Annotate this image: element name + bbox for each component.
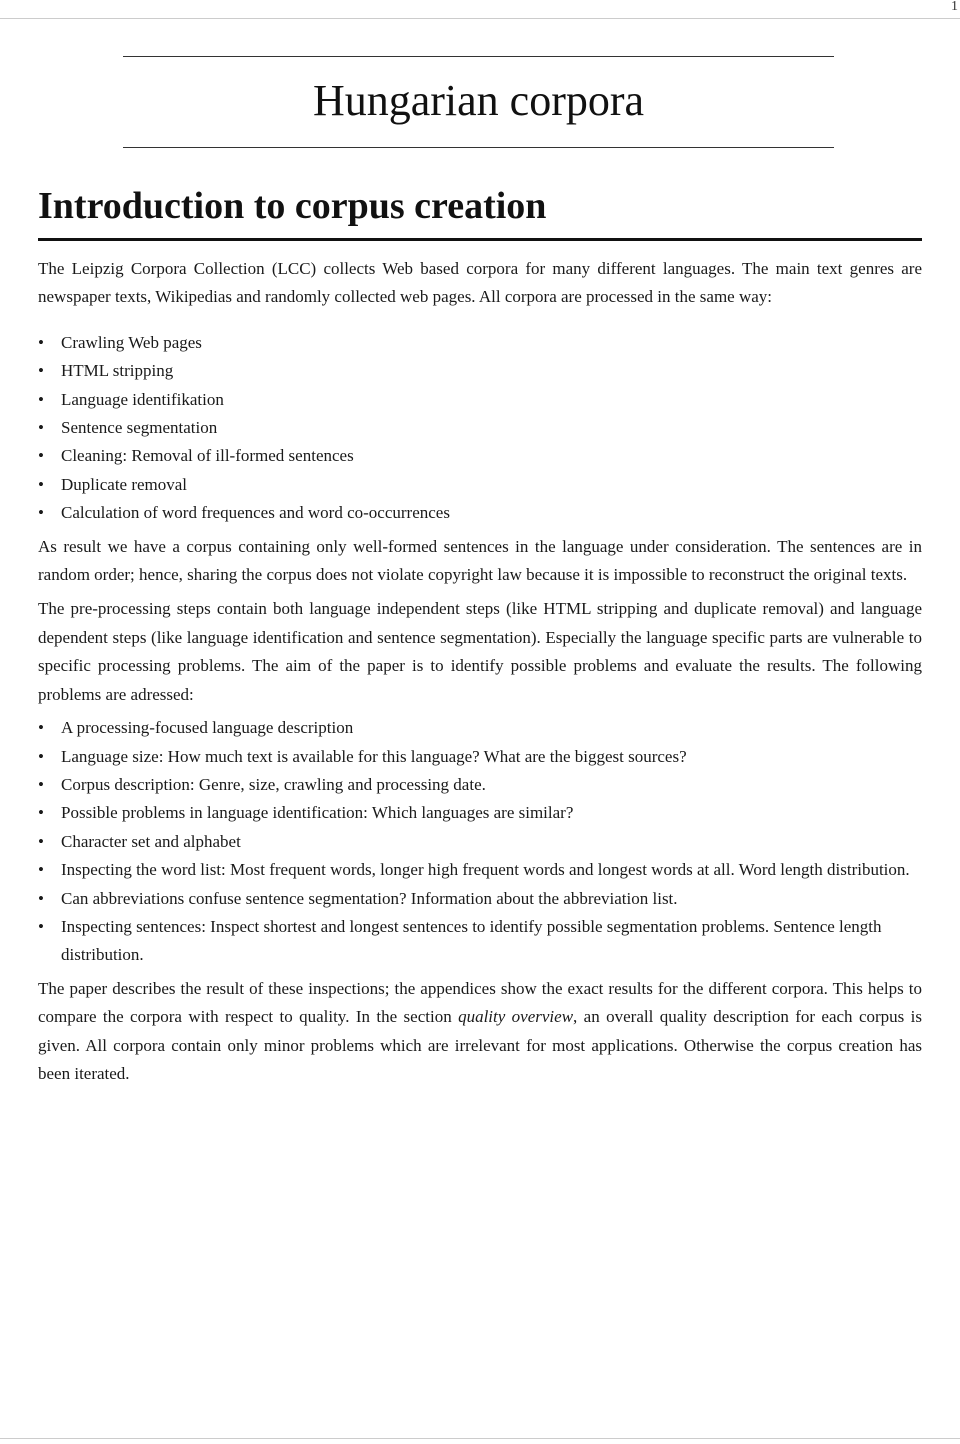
list-item: • A processing-focused language description: [38, 714, 922, 742]
list-item: • Cleaning: Removal of ill-formed sentences: [38, 442, 922, 470]
bullet-icon: •: [38, 418, 44, 438]
list-item: • Sentence segmentation: [38, 414, 922, 442]
list-item: • Language identifikation: [38, 386, 922, 414]
result-paragraph: As result we have a corpus containing only well-formed sentences in the language under consideration. The sentences are in random order; hence, sharing the corpus does not violate copyright law because it is impossible to reconstruct the original texts.: [38, 536, 922, 585]
title-rule-top: [123, 56, 834, 57]
bullet-icon: •: [38, 916, 44, 936]
page-number: 1: [951, 0, 958, 14]
summary-paragraph: The paper describes the result of these inspections; the appendices show the exact results for the different corpora. This helps to compare the corpora with respect to quality. In the section quality overview, an overall quality description for each corpus is given. All corpora contain only minor problems which are irrelevant for most applications. Otherwise the corpus creation has been iterated.: [38, 978, 922, 1083]
list-item: • HTML stripping: [38, 357, 922, 385]
list-item: • Possible problems in language identification: Which languages are similar?: [38, 799, 922, 827]
bullet-icon: •: [38, 718, 44, 738]
bullet-icon: •: [38, 746, 44, 766]
bullet-icon: •: [38, 332, 44, 352]
list-item: • Duplicate removal: [38, 471, 922, 499]
list-item: • Character set and alphabet: [38, 828, 922, 856]
page-bottom-border: [0, 1438, 960, 1439]
title-rule-bottom: [123, 147, 834, 148]
intro-paragraph: The Leipzig Corpora Collection (LCC) collects Web based corpora for many different languages. The main text genres are newspaper texts, Wikipedias and randomly collected web pages. All corpora are processed in the same way:: [38, 259, 922, 307]
preprocessing-paragraph: The pre-processing steps contain both language independent steps (like HTML stripping and duplicate removal) and language dependent steps (like language identification and sentence segmentation). Especially the language specific parts are vulnerable to specific processing problems. The aim of the paper is to identify possible problems and evaluate the results. The following problems are adressed:: [38, 599, 922, 704]
bullet-icon: •: [38, 503, 44, 523]
list-item: • Corpus description: Genre, size, crawling and processing date.: [38, 771, 922, 799]
section-heading: Introduction to corpus creation: [38, 186, 922, 241]
list-item: • Crawling Web pages: [38, 329, 922, 357]
bullet-icon: •: [38, 361, 44, 381]
bullet-icon: •: [38, 831, 44, 851]
quality-overview-reference: quality overview: [458, 1007, 574, 1027]
bullet-icon: •: [38, 860, 44, 880]
list-item: • Inspecting the word list: Most frequent words, longer high frequent words and longest words at all. Word length distribution.: [38, 856, 922, 884]
bullet-icon: •: [38, 474, 44, 494]
list-item: • Language size: How much text is available for this language? What are the biggest sources?: [38, 743, 922, 771]
bullet-icon: •: [38, 389, 44, 409]
title-block: [123, 56, 834, 148]
list-item: • Can abbreviations confuse sentence segmentation? Information about the abbreviation list.: [38, 885, 922, 913]
bullet-icon: •: [38, 446, 44, 466]
intro-section: [38, 186, 922, 1088]
list-item: • Calculation of word frequences and word co-occurrences: [38, 499, 922, 527]
bullet-icon: •: [38, 888, 44, 908]
bullet-icon: •: [38, 803, 44, 823]
list-item: • Inspecting sentences: Inspect shortest and longest sentences to identify possible segmentation problems. Sentence length distribution.: [38, 913, 922, 970]
page-top-border: [0, 18, 960, 19]
bullet-icon: •: [38, 774, 44, 794]
problems-list: [38, 714, 922, 970]
document-title: Hungarian corpora: [312, 76, 645, 125]
processing-steps-list: [38, 329, 922, 528]
